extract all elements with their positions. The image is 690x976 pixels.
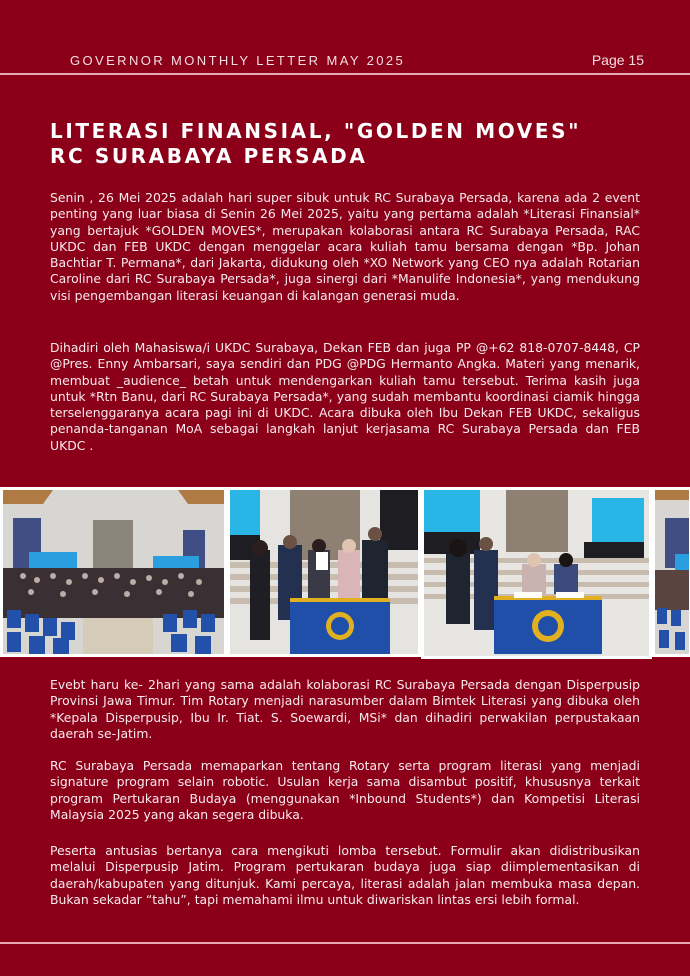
photo-mou-signing <box>421 487 652 659</box>
headline-line-1: LITERASI FINANSIAL, "GOLDEN MOVES" <box>50 119 582 143</box>
photo-audience-group <box>0 487 227 657</box>
article-paragraph-5: Peserta antusias bertanya cara mengikuti lomba tersebut. Formulir akan didistribusikan melalui Disperpusip Jatim. Program pertukaran budaya juga siap diimplementasikan di daerah/kabupaten yang ditunjuk. Kami percaya, literasi adalah jalan membuka masa depan. Bukan sekadar “tahu”, tapi memahami ilmu untuk diwariskan lintas ersi lebih formal. <box>50 843 640 907</box>
headline-line-2: RC SURABAYA PERSADA <box>50 144 368 168</box>
mou-holding-photo-icon <box>230 490 418 654</box>
header-title: GOVERNOR MONTHLY LETTER MAY 2025 <box>70 53 406 68</box>
article-paragraph-2: Dihadiri oleh Mahasiswa/i UKDC Surabaya, Dekan FEB dan juga PP @+62 818-0707-8448, CP @Pres. Enny Ambarsari, saya sendiri dan PDG @PDG Hermanto Angka. Materi yang menarik, membuat _audience_ betah untuk mendengarkan kuliah tamu tersebut. Terima kasih juga untuk *Rtn Banu, dari RC Surabaya Persada*, yang sudah membantu koordinasi ciamik hingga terselenggaranya acara pagi ini di UKDC. Acara dibuka oleh Ibu Dekan FEB UKDC, sekaligus penanda-tanganan MoA sebagai langkah lanjut kerjasama RC Surabaya Persada dan FEB UKDC . <box>50 340 640 453</box>
article-headline <box>50 119 650 169</box>
article-paragraph-1: Senin , 26 Mei 2025 adalah hari super sibuk untuk RC Surabaya Persada, karena ada 2 event penting yang luar biasa di Senin 26 Mei 2025, yaitu yang pertama adalah *Literasi Finansial* yang bertajuk *GOLDEN MOVES*, merupakan kolaborasi antara RC Surabaya Persada, RAC UKDC dan FEB UKDC dengan menggelar acara kuliah tamu bersama dengan *Bp. Johan Bachtiar T. Permana*, dari Jakarta, didukung oleh *XO Network yang CEO nya adalah Rotarian Caroline dari RC Surabaya Persada*, juga sinergi dari *Manulife Indonesia*, yang mendukung visi pengembangan literasi keuangan di kalangan generasi muda. <box>50 190 640 303</box>
mou-signing-photo-icon <box>424 490 649 656</box>
photo-audience-partial <box>652 487 690 657</box>
photo-mou-holding <box>227 487 421 657</box>
article-paragraph-3: Evebt haru ke- 2hari yang sama adalah kolaborasi RC Surabaya Persada dengan Disperpusip Provinsi Jawa Timur. Tim Rotary menjadi narasumber dalam Bimtek Literasi yang dibuka oleh *Kepala Disperpusip, Ibu Ir. Tiat. S. Soewardi, MSi* dan dihadiri perwakilan perpustakaan daerah se-Jatim. <box>50 677 640 741</box>
article-paragraph-4: RC Surabaya Persada memaparkan tentang Rotary serta program literasi yang menjadi signature program selain robotic. Usulan kerja sama disambut positif, khususnya terkait program Pertukaran Budaya (menggunakan *Inbound Students*) dan Kompetisi Literasi Malaysia 2025 yang akan segera dibuka. <box>50 758 640 822</box>
header-divider <box>0 73 690 75</box>
audience-partial-photo-icon <box>655 490 689 654</box>
audience-group-photo-icon <box>3 490 224 654</box>
footer-divider <box>0 942 690 944</box>
page-number: Page 15 <box>591 52 644 68</box>
